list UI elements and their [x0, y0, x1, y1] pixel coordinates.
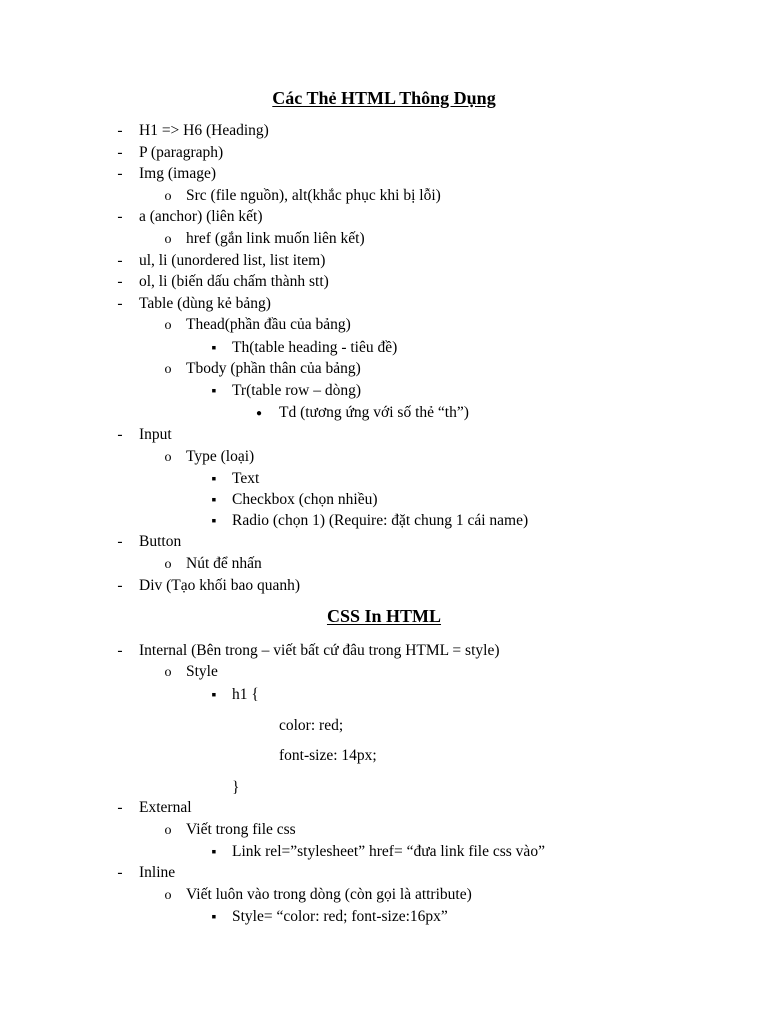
- dot-bullet-icon: [251, 402, 267, 425]
- square-bullet-icon: [206, 841, 222, 863]
- dash-bullet-icon: [112, 206, 128, 227]
- dash-bullet-icon: [112, 575, 128, 596]
- section-title-css-in-html: CSS In HTML: [326, 606, 442, 626]
- document-page: Các Thẻ HTML Thông Dụng - H1 => H6 (Heading) - P (paragraph) - Img (image) o Src (file nguồn), alt(khắc phục khi bị lỗi) - a (anchor) (liên kết) o href (gắn link muốn liên kết) - ul, li (unordered list, list item) - ol, li (biến dấu chấm thành stt) - Table (dùng kẻ bảng) o Thead(phần đầu của bảng) ▪ Th(table heading - tiêu đề) o Tbody (phần thân của bảng) ▪ Tr(table row – dòng) ● Td (tương ứng với số thẻ “th”) - Input o Type (loại) ▪ Text ▪ Checkbox (chọn nhiều) ▪ Radio (chọn 1) (Require: đặt chung 1 cái name) - Button o Nút để nhấn - Div (Tạo khối bao quanh) CSS In HTML - Internal (Bên trong – viết bất cứ đâu trong HTML = style) o Style ▪ h1 { color: red; font-size: 14px; } - External o Viết trong file css ▪ Link rel=”stylesheet” href= “đưa link file css vào” - Inline o Viết luôn vào trong dòng (còn gọi là attribute) ▪ Style= “color: red; font-size:16px”: [0, 0, 768, 1024]
- square-bullet-icon: [206, 468, 222, 490]
- square-bullet-icon: [206, 380, 222, 402]
- circle-bullet-icon: [160, 884, 176, 906]
- code-line: color: red;: [279, 717, 344, 734]
- circle-bullet-icon: [160, 185, 176, 207]
- dash-bullet-icon: [112, 163, 128, 184]
- dash-bullet-icon: [112, 531, 128, 552]
- square-bullet-icon: [206, 337, 222, 359]
- dash-bullet-icon: [112, 120, 128, 141]
- circle-bullet-icon: [160, 446, 176, 468]
- circle-bullet-icon: [160, 819, 176, 841]
- circle-bullet-icon: [160, 661, 176, 683]
- square-bullet-icon: [206, 489, 222, 511]
- circle-bullet-icon: [160, 358, 176, 380]
- square-bullet-icon: [206, 510, 222, 532]
- dash-bullet-icon: [112, 797, 128, 818]
- square-bullet-icon: [206, 906, 222, 928]
- dash-bullet-icon: [112, 142, 128, 163]
- code-line: }: [232, 779, 240, 796]
- dash-bullet-icon: [112, 271, 128, 292]
- dash-bullet-icon: [112, 862, 128, 883]
- circle-bullet-icon: [160, 314, 176, 336]
- section-title-html-tags: Các Thẻ HTML Thông Dụng: [272, 88, 496, 108]
- circle-bullet-icon: [160, 553, 176, 575]
- circle-bullet-icon: [160, 228, 176, 250]
- code-line: font-size: 14px;: [279, 747, 377, 764]
- square-bullet-icon: [206, 684, 222, 706]
- dash-bullet-icon: [112, 424, 128, 445]
- dash-bullet-icon: [112, 250, 128, 271]
- dash-bullet-icon: [112, 293, 128, 314]
- dash-bullet-icon: [112, 640, 128, 661]
